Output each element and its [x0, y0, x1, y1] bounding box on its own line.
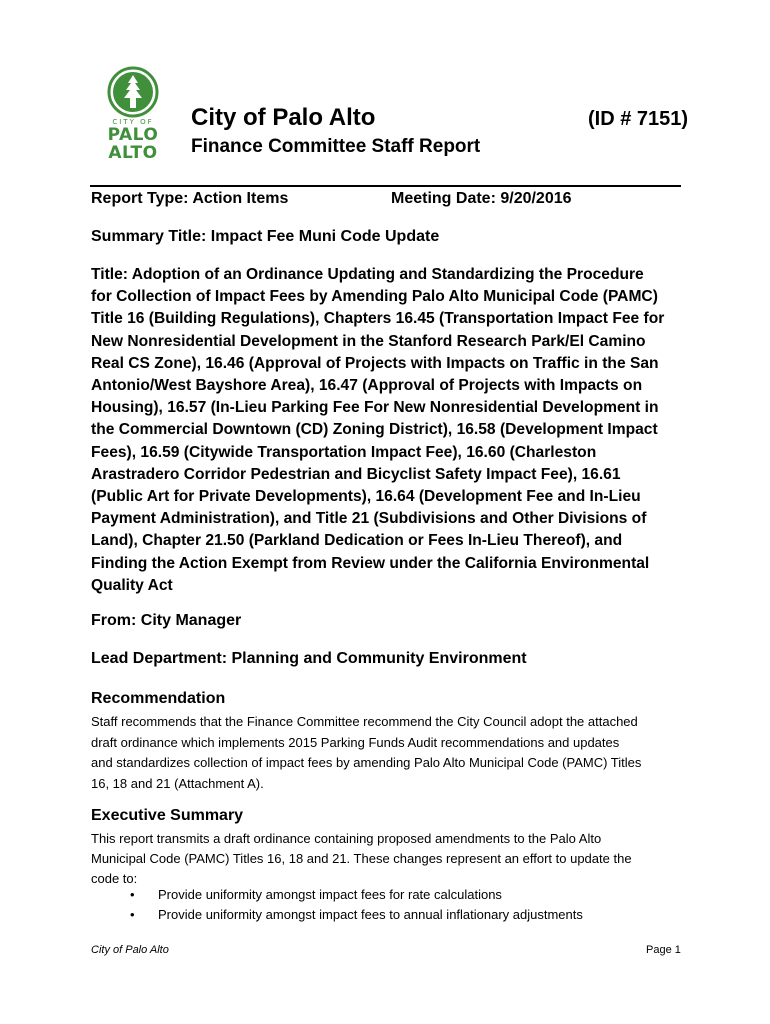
title-line: Real CS Zone), 16.46 (Approval of Projects with Impacts on Traffic in the San: [91, 354, 659, 372]
title-line: Antonio/West Bayshore Area), 16.47 (Approval of Projects with Impacts on: [91, 377, 643, 395]
title-line: the Commercial Downtown (CD) Zoning District), 16.58 (Development Impact: [91, 421, 658, 439]
paragraph-line: This report transmits a draft ordinance containing proposed amendments to the Palo Alto: [91, 831, 602, 846]
page-number: Page 1: [646, 944, 681, 956]
full-title: [91, 264, 691, 597]
executive-summary-bullets: [130, 885, 583, 925]
recommendation-heading: Recommendation: [91, 690, 226, 707]
title-line: Quality Act: [91, 576, 173, 594]
paragraph-line: draft ordinance which implements 2015 Parking Funds Audit recommendations and updates: [91, 734, 620, 750]
paragraph-line: code to:: [91, 871, 138, 886]
title-line: Title 16 (Building Regulations), Chapters 16.45 (Transportation Impact Fee for: [91, 310, 665, 328]
summary-title: Summary Title: Impact Fee Muni Code Update: [91, 228, 440, 245]
title-line: New Nonresidential Development in the Stanford Research Park/El Camino: [91, 332, 646, 350]
title-line: Housing), 16.57 (In-Lieu Parking Fee For New Nonresidential Development in: [91, 399, 659, 417]
title-line: Arastradero Corridor Pedestrian and Bicyclist Safety Impact Fee), 16.61: [91, 465, 621, 483]
paragraph-line: Staff recommends that the Finance Committee recommend the City Council adopt the attached: [91, 714, 638, 729]
report-subtitle: Finance Committee Staff Report: [191, 136, 481, 157]
title-line: Title: Adoption of an Ordinance Updating and Standardizing the Procedure: [91, 266, 644, 283]
page-title: City of Palo Alto: [191, 104, 376, 131]
title-line: Finding the Action Exempt from Review under the California Environmental: [91, 554, 650, 572]
list-item: [130, 885, 583, 905]
title-line: Payment Administration), and Title 21 (Subdivisions and Other Divisions of: [91, 510, 647, 528]
list-item-text: Provide uniformity amongst impact fees to annual inflationary adjustments: [158, 907, 583, 922]
bullet-icon: •: [130, 907, 135, 922]
report-type: Report Type: Action Items: [91, 190, 289, 207]
city-logo: [104, 66, 162, 162]
title-line: Land), Chapter 21.50 (Parkland Dedication or Fees In-Lieu Thereof), and: [91, 532, 623, 550]
logo-palo: PALO: [107, 125, 159, 145]
header-divider: [90, 185, 681, 187]
recommendation-paragraph: [91, 712, 681, 794]
title-line: for Collection of Impact Fees by Amending Palo Alto Municipal Code (PAMC): [91, 288, 658, 306]
lead-department: Lead Department: Planning and Community Environment: [91, 650, 527, 667]
from-line: From: City Manager: [91, 612, 242, 629]
bullet-icon: •: [130, 887, 135, 902]
paragraph-line: and standardizes collection of impact fees by amending Palo Alto Municipal Code (PAMC) Titles: [91, 755, 642, 770]
list-item-text: Provide uniformity amongst impact fees for rate calculations: [158, 887, 502, 902]
logo-city-of: CITY OF: [112, 118, 154, 126]
meeting-date: Meeting Date: 9/20/2016: [391, 190, 572, 207]
logo-alto: ALTO: [108, 143, 158, 163]
footer-org: City of Palo Alto: [91, 944, 169, 956]
report-id: (ID # 7151): [588, 108, 689, 130]
executive-summary-paragraph: [91, 829, 681, 889]
redwood-tree-icon: [104, 66, 162, 118]
title-line: (Public Art for Private Developments), 16.64 (Development Fee and In-Lieu: [91, 488, 641, 506]
list-item: [130, 905, 583, 925]
executive-summary-heading: Executive Summary: [91, 807, 244, 824]
paragraph-line: Municipal Code (PAMC) Titles 16, 18 and 21. These changes represent an effort to update the: [91, 851, 632, 866]
paragraph-line: 16, 18 and 21 (Attachment A).: [91, 775, 264, 791]
title-line: Fees), 16.59 (Citywide Transportation Impact Fee), 16.60 (Charleston: [91, 443, 597, 461]
